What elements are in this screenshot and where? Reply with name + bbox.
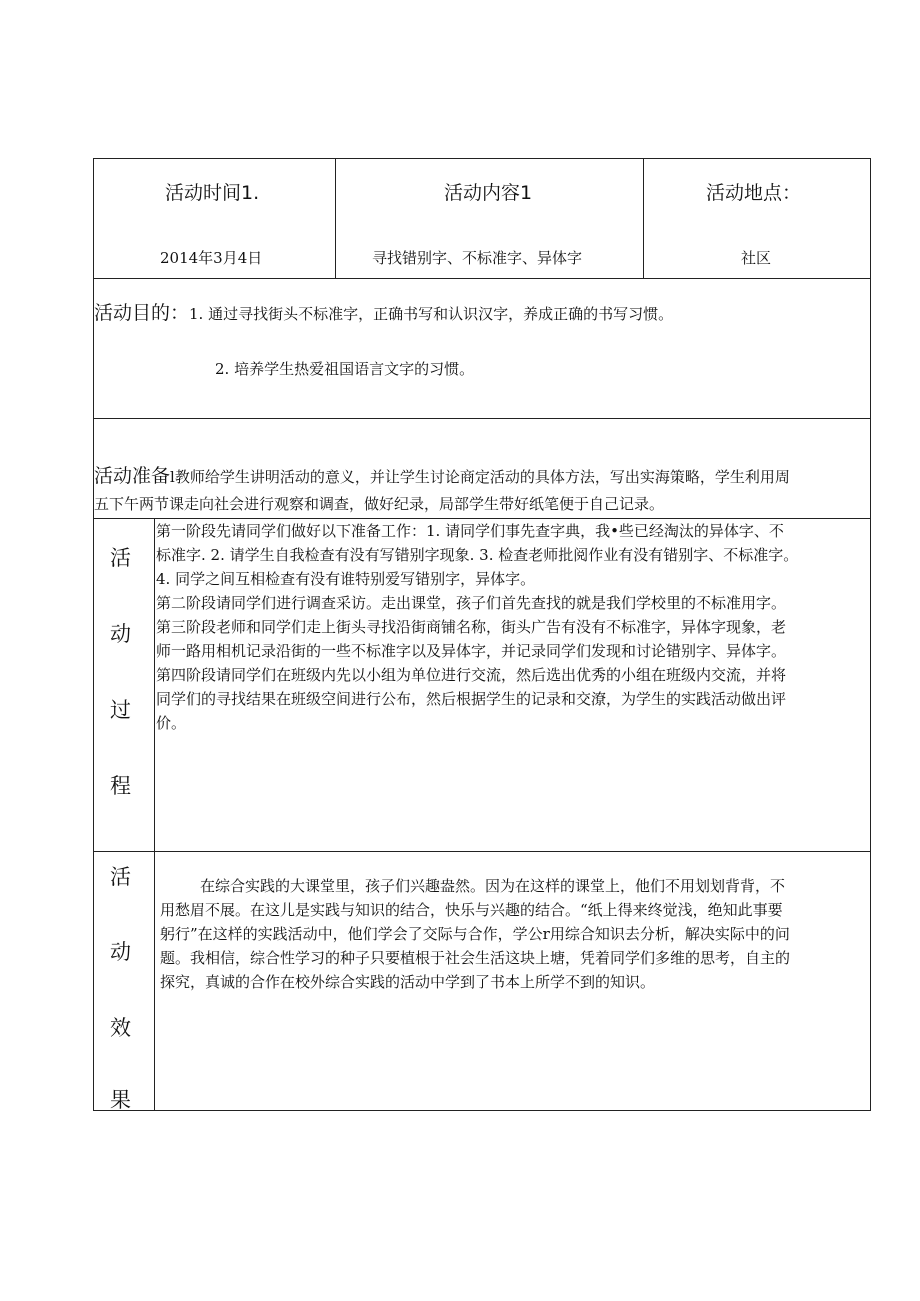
effect-label-char: 动 [110,940,131,964]
process-label-char: 动 [110,622,131,646]
effect-text [160,874,790,994]
process-line: 第三阶段老师和同学们走上街头寻找沿街商铺名称，街头广告有没有不标准字，异体字现象，老 [156,618,787,636]
purpose-item-2: 2. 培养学生热爱祖国语言文字的习惯。 [215,360,475,378]
place-value: 社区 [741,249,772,267]
process-line: 价。 [156,714,187,732]
effect-label-char: 效 [110,1016,131,1040]
content-value: 寻找错别字、不标准字、异体字 [372,249,583,267]
prep-label: 活动准备 [94,465,171,487]
effect-line: 躬行”在这样的实践活动中，他们学会了交际与合作，学公r用综合知识去分析，解决实际中的问 [160,925,790,943]
process-label-char: 活 [110,546,131,570]
effect-line: 在综合实践的大课堂里，孩子们兴趣盎然。因为在这样的课堂上，他们不用划划背背，不 [200,877,786,895]
place-label: 活动地点： [706,182,802,204]
row-divider [93,278,871,279]
effect-label-char: 果 [110,1088,131,1112]
prep-text-line-2: 五下午两节课走向社会进行观察和调查，做好纪录，局部学生带好纸笔便于自己记录。 [94,495,665,513]
effect-line: 探究，真诚的合作在校外综合实践的活动中学到了书本上所学不到的知识。 [160,973,656,991]
process-line: 4. 同学之间互相检查有没有谁特别爱写错别字，异体字。 [156,570,536,588]
process-line: 师一路用相机记录沿街的一些不标准字以及异体字，并记录同学们发现和讨论错别字、异体字。 [156,642,787,660]
process-label-char: 程 [110,774,131,798]
purpose-item-1: 1. 通过寻找街头不标准字，正确书写和认识汉字，养成正确的书写习惯。 [189,305,674,323]
purpose-label: 活动目的： [94,302,190,324]
col-divider [154,518,155,1111]
effect-line: 用愁眉不展。在这儿是实践与知识的结合，快乐与兴趣的结合。“纸上得来终觉浅，绝知此事要 [160,901,783,919]
col-divider [643,158,644,278]
process-text [156,519,798,735]
purpose-row [94,298,673,325]
effect-label-char: 活 [110,865,131,889]
content-label: 活动内容1 [444,182,533,204]
time-label: 活动时间1. [165,182,260,204]
process-line: 标准字. 2. 请学生自我检查有没有写错别字现象. 3. 检查老师批阅作业有没有错别字、不标准字。 [156,546,799,564]
process-line: 同学们的寻找结果在班级空间进行公布，然后根据学生的记录和交潦，为学生的实践活动做出评 [156,690,787,708]
prep-row [94,461,790,488]
process-line: 第二阶段请同学们进行调查采访。走出课堂，孩子们首先查找的就是我们学校里的不标准用字。 [156,594,787,612]
process-label-char: 过 [110,698,131,722]
row-divider [93,418,871,419]
process-line: 第一阶段先请同学们做好以下准备工作：1. 请同学们事先查字典，我•些已经淘汰的异体字、不 [156,522,784,540]
prep-text-line-1: l教师给学生讲明活动的意义，并让学生讨论商定活动的具体方法，写出实海策略，学生利用周 [170,468,790,486]
time-value: 2014年3月4日 [160,249,263,267]
effect-line: 题。我相信，综合性学习的种子只要植根于社会生活这块上塘，凭着同学们多维的思考，自主的 [160,949,791,967]
col-divider [335,158,336,278]
process-line: 第四阶段请同学们在班级内先以小组为单位进行交流，然后选出优秀的小组在班级内交流，并将 [156,666,787,684]
row-divider [93,851,871,852]
